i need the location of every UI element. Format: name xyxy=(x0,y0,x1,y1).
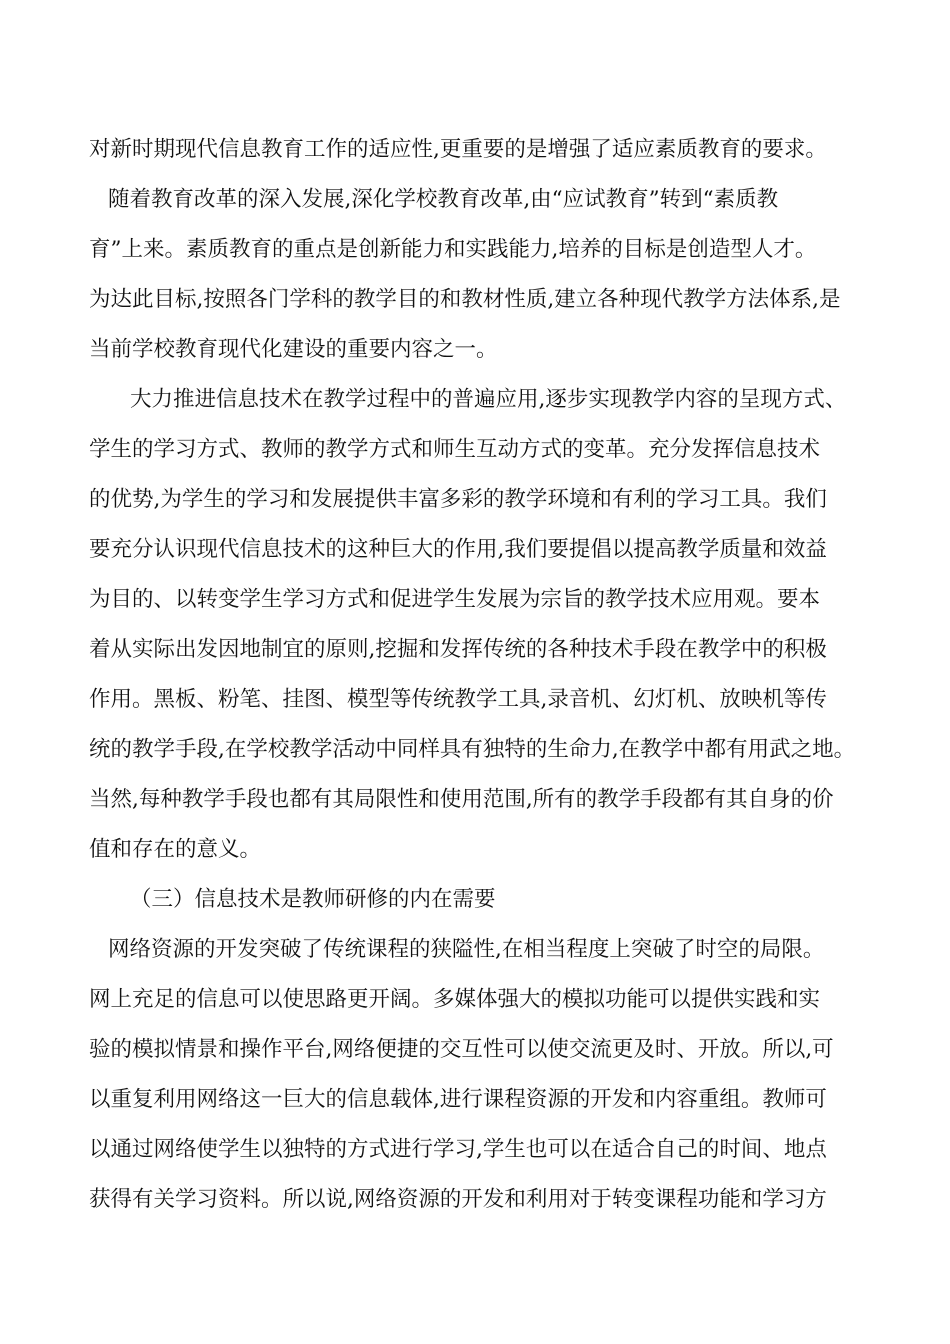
text-line: 网络资源的开发突破了传统课程的狭隘性,在相当程度上突破了时空的局限。 xyxy=(108,937,825,962)
text-line: 对新时期现代信息教育工作的适应性,更重要的是增强了适应素质教育的要求。 xyxy=(89,137,827,162)
text-line: 获得有关学习资料。所以说,网络资源的开发和利用对于转变课程功能和学习方 xyxy=(89,1187,827,1212)
text-line: 着从实际出发因地制宜的原则,挖掘和发挥传统的各种技术手段在教学中的积极 xyxy=(89,637,827,662)
text-line: 网上充足的信息可以使思路更开阔。多媒体强大的模拟功能可以提供实践和实 xyxy=(89,987,821,1012)
text-line: 学生的学习方式、教师的教学方式和师生互动方式的变革。充分发挥信息技术 xyxy=(89,437,821,462)
section-heading: （三）信息技术是教师研修的内在需要 xyxy=(130,887,496,912)
text-line: 以通过网络使学生以独特的方式进行学习,学生也可以在适合自己的时间、地点 xyxy=(89,1137,827,1162)
text-line: 随着教育改革的深入发展,深化学校教育改革,由“应试教育”转到“素质教 xyxy=(108,187,779,212)
text-line: 验的模拟情景和操作平台,网络便捷的交互性可以使交流更及时、开放。所以,可 xyxy=(89,1037,834,1062)
text-line: 要充分认识现代信息技术的这种巨大的作用,我们要提倡以提高教学质量和效益 xyxy=(89,537,827,562)
text-line: 当前学校教育现代化建设的重要内容之一。 xyxy=(89,337,498,362)
text-line: 以重复利用网络这一巨大的信息载体,进行课程资源的开发和内容重组。教师可 xyxy=(89,1087,827,1112)
text-line: 的优势,为学生的学习和发展提供丰富多彩的教学环境和有利的学习工具。我们 xyxy=(89,487,827,512)
text-line: 育”上来。素质教育的重点是创新能力和实践能力,培养的目标是创造型人才。 xyxy=(89,237,817,262)
text-line: 作用。黑板、粉笔、挂图、模型等传统教学工具,录音机、幻灯机、放映机等传 xyxy=(89,687,827,712)
text-line: 当然,每种教学手段也都有其局限性和使用范围,所有的教学手段都有其自身的价 xyxy=(89,787,834,812)
text-line: 统的教学手段,在学校教学活动中同样具有独特的生命力,在教学中都有用武之地。 xyxy=(89,737,856,762)
text-line: 为目的、以转变学生学习方式和促进学生发展为宗旨的教学技术应用观。要本 xyxy=(89,587,821,612)
text-line: 为达此目标,按照各门学科的教学目的和教材性质,建立各种现代教学方法体系,是 xyxy=(89,287,841,312)
text-line: 大力推进信息技术在教学过程中的普遍应用,逐步实现教学内容的呈现方式、 xyxy=(130,387,847,412)
text-line: 值和存在的意义。 xyxy=(89,837,262,862)
